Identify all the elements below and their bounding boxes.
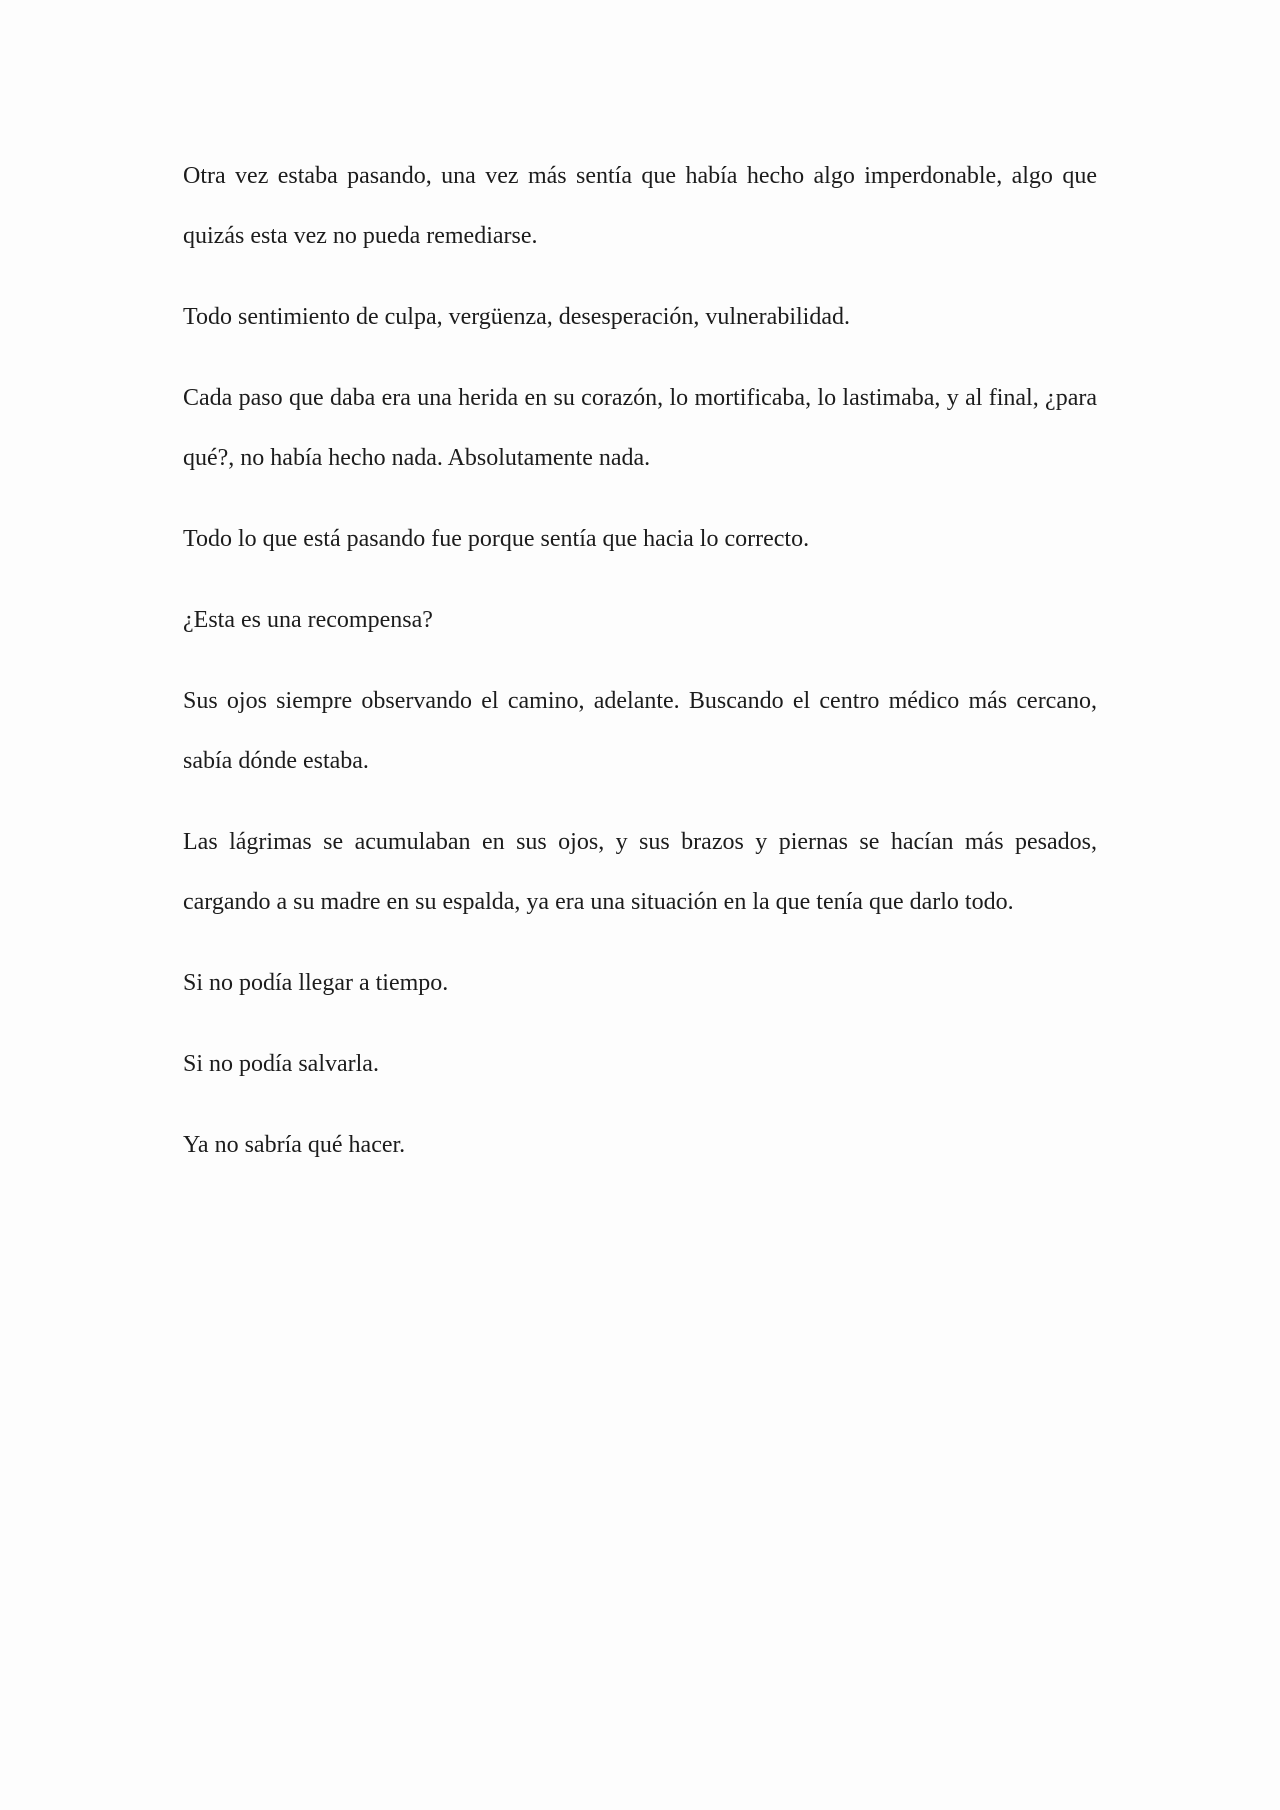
paragraph: Si no podía salvarla. <box>183 1051 379 1077</box>
paragraph: Si no podía llegar a tiempo. <box>183 970 449 996</box>
paragraph: Las lágrimas se acumulaban en sus ojos, y sus brazos y piernas se hacían más pesados, cargando a su madre en su espalda, ya era una situación en la que tenía que darlo todo. <box>183 829 1097 915</box>
paragraph: Sus ojos siempre observando el camino, adelante. Buscando el centro médico más cercano, sabía dónde estaba. <box>183 688 1097 774</box>
paragraph: Cada paso que daba era una herida en su corazón, lo mortificaba, lo lastimaba, y al final, ¿para qué?, no había hecho nada. Absolutamente nada. <box>183 385 1097 471</box>
paragraph: Todo lo que está pasando fue porque sentía que hacia lo correcto. <box>183 526 810 552</box>
paragraph: Otra vez estaba pasando, una vez más sentía que había hecho algo imperdonable, algo que quizás esta vez no pueda remediarse. <box>183 163 1097 249</box>
paragraph: Ya no sabría qué hacer. <box>183 1132 406 1158</box>
paragraph: Todo sentimiento de culpa, vergüenza, desesperación, vulnerabilidad. <box>183 304 850 330</box>
document-body <box>183 146 1097 1196</box>
paragraph: ¿Esta es una recompensa? <box>183 607 433 633</box>
